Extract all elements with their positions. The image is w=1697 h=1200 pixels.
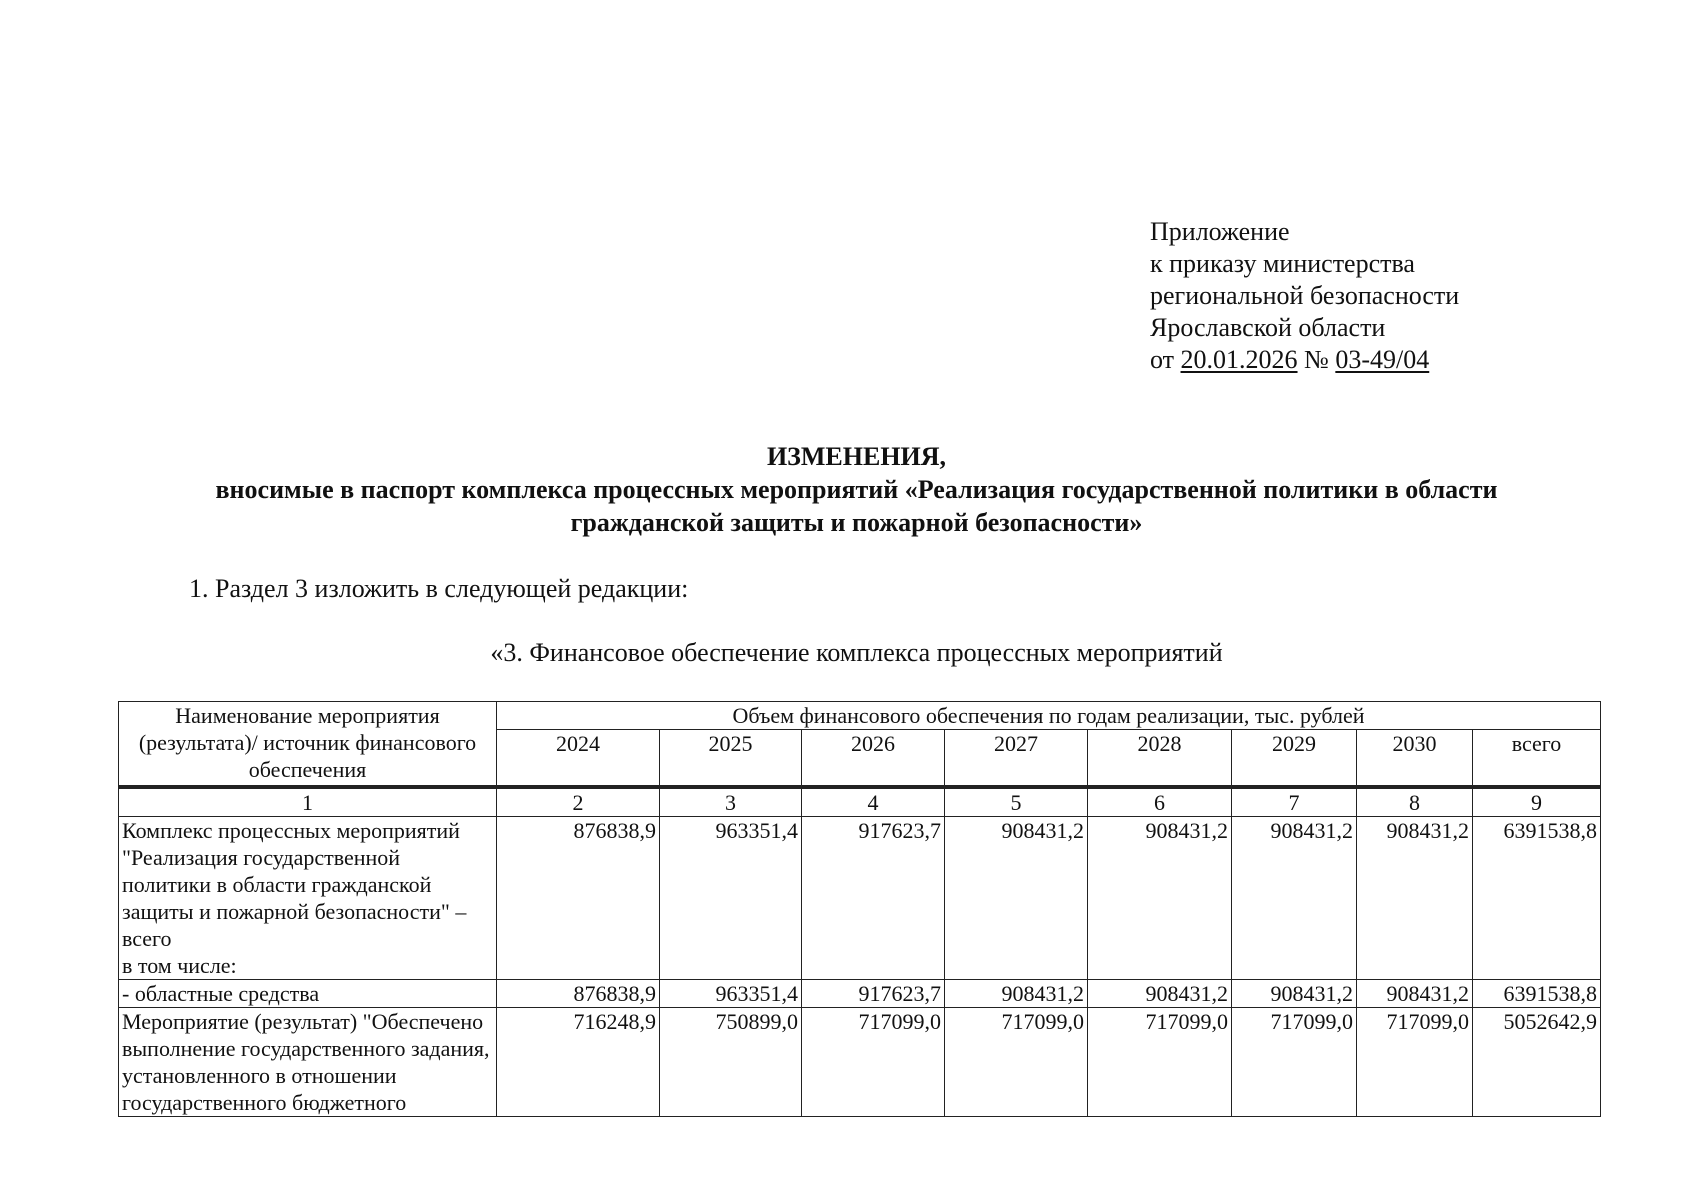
column-number: 4 xyxy=(802,787,945,817)
header-row xyxy=(119,702,1601,730)
item-paragraph: 1. Раздел 3 изложить в следующей редакции: xyxy=(189,574,689,603)
column-number: 3 xyxy=(660,787,802,817)
appendix-line: Приложение xyxy=(1150,217,1290,246)
table-row xyxy=(119,980,1601,1008)
number-sign: № xyxy=(1304,345,1329,374)
value-cell: 717099,0 xyxy=(1088,1008,1232,1117)
value-cell: 750899,0 xyxy=(660,1008,802,1117)
year-header: 2029 xyxy=(1232,730,1357,788)
column-number: 1 xyxy=(119,787,497,817)
table-row xyxy=(119,817,1601,980)
value-cell: 908431,2 xyxy=(1357,817,1473,980)
row-name: Комплекс процессных мероприятий "Реализация государственной политики в области гражданской защиты и пожарной безопасности" – всего в том числе: xyxy=(119,817,497,980)
value-cell: 876838,9 xyxy=(497,817,660,980)
year-header: 2024 xyxy=(497,730,660,788)
value-cell: 717099,0 xyxy=(802,1008,945,1117)
value-cell: 963351,4 xyxy=(660,980,802,1008)
date-prefix: от xyxy=(1150,345,1175,374)
document-heading xyxy=(0,440,1697,539)
total-cell: 6391538,8 xyxy=(1473,817,1601,980)
value-cell: 917623,7 xyxy=(802,980,945,1008)
value-cell: 917623,7 xyxy=(802,817,945,980)
value-cell: 908431,2 xyxy=(1232,817,1357,980)
year-header: 2028 xyxy=(1088,730,1232,788)
value-cell: 908431,2 xyxy=(1232,980,1357,1008)
value-cell: 963351,4 xyxy=(660,817,802,980)
order-number: 03-49/04 xyxy=(1335,345,1430,374)
value-cell: 876838,9 xyxy=(497,980,660,1008)
total-header: всего xyxy=(1473,730,1601,788)
table-row xyxy=(119,1008,1601,1117)
value-cell: 717099,0 xyxy=(945,1008,1088,1117)
column-number: 7 xyxy=(1232,787,1357,817)
order-date-line xyxy=(1150,344,1459,376)
heading-line: вносимые в паспорт комплекса процессных мероприятий «Реализация государственной политики в области xyxy=(215,475,1498,504)
group-header: Объем финансового обеспечения по годам реализации, тыс. рублей xyxy=(497,702,1601,730)
year-header: 2027 xyxy=(945,730,1088,788)
value-cell: 717099,0 xyxy=(1232,1008,1357,1117)
column-number: 2 xyxy=(497,787,660,817)
year-header: 2025 xyxy=(660,730,802,788)
column-number: 6 xyxy=(1088,787,1232,817)
value-cell: 908431,2 xyxy=(1088,817,1232,980)
column-numbers-row xyxy=(119,787,1601,817)
value-cell: 908431,2 xyxy=(945,980,1088,1008)
order-date: 20.01.2026 xyxy=(1180,345,1298,374)
total-cell: 5052642,9 xyxy=(1473,1008,1601,1117)
year-header: 2026 xyxy=(802,730,945,788)
heading-line: гражданской защиты и пожарной безопасности» xyxy=(570,508,1143,537)
column-number: 9 xyxy=(1473,787,1601,817)
row-name: - областные средства xyxy=(119,980,497,1008)
column-number: 5 xyxy=(945,787,1088,817)
financing-table xyxy=(118,701,1601,1117)
appendix-line: Ярославской области xyxy=(1150,313,1386,342)
value-cell: 716248,9 xyxy=(497,1008,660,1117)
column-number: 8 xyxy=(1357,787,1473,817)
value-cell: 908431,2 xyxy=(945,817,1088,980)
appendix-block xyxy=(1150,216,1459,376)
appendix-line: к приказу министерства xyxy=(1150,249,1415,278)
col1-header: Наименование мероприятия (результата)/ источник финансового обеспечения xyxy=(119,702,497,788)
value-cell: 717099,0 xyxy=(1357,1008,1473,1117)
heading-title: ИЗМЕНЕНИЯ, xyxy=(766,442,947,471)
total-cell: 6391538,8 xyxy=(1473,980,1601,1008)
section-title: «3. Финансовое обеспечение комплекса процессных мероприятий xyxy=(490,638,1223,667)
value-cell: 908431,2 xyxy=(1357,980,1473,1008)
year-header: 2030 xyxy=(1357,730,1473,788)
appendix-line: региональной безопасности xyxy=(1150,281,1460,310)
value-cell: 908431,2 xyxy=(1088,980,1232,1008)
row-name: Мероприятие (результат) "Обеспечено выполнение государственного задания, установленного в отношении государственного бюджетного xyxy=(119,1008,497,1117)
